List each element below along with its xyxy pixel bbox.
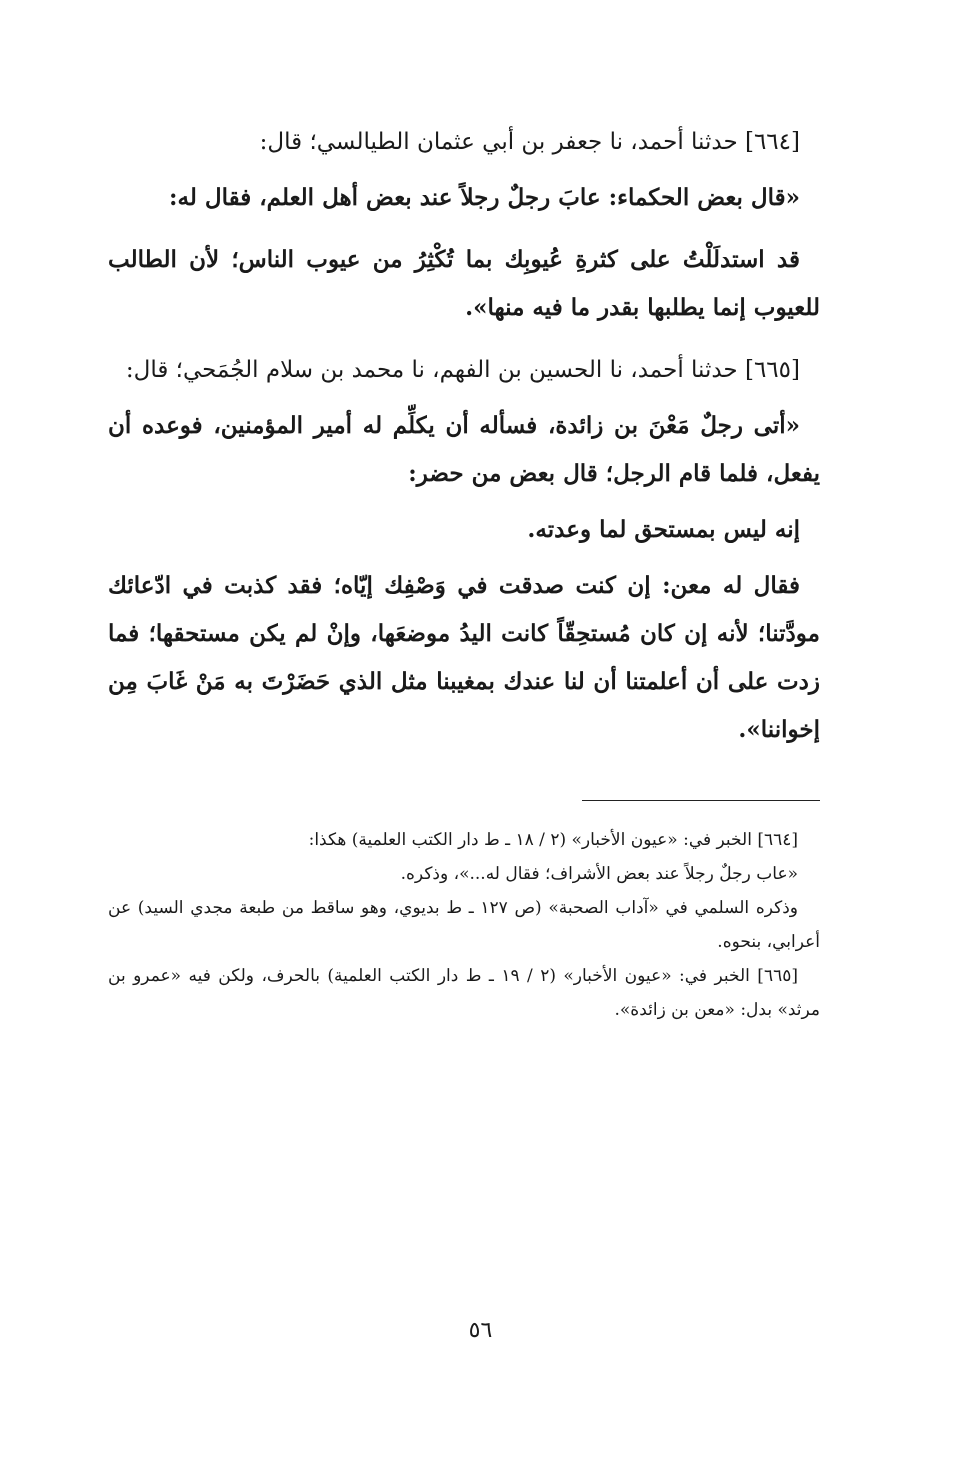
footnote-divider	[582, 800, 820, 801]
matn-665-reply: فقال له معن: إن كنت صدقت في وَصْفِك إيّاه؛ فقد كذبت في ادّعائك مودَّتنا؛ لأنه إن كان مُستحِقّاً كانت اليدُ موضعَها، وإنْ لم يكن مستحقها؛ فما زدت على أن أعلمتنا أن لنا عندك بمغيبنا مثل الذي حَضَرْتَ به مَنْ غَابَ مِن إخواننا».	[108, 572, 820, 743]
footnote-665: [٦٦٥] الخبر في: «عيون الأخبار» (٢ / ١٩ ـ ط دار الكتب العلمية) بالحرف، ولكن فيه «عمرو بن مرثد» بدل: «معن بن زائدة».	[108, 966, 820, 1020]
matn-664-intro: «قال بعض الحكماء: عابَ رجلٌ رجلاً عند بعض أهل العلم، فقال له:	[169, 184, 800, 211]
isnad-664: [٦٦٤] حدثنا أحمد، نا جعفر بن أبي عثمان الطيالسي؛ قال:	[259, 129, 800, 155]
page-number: ٥٦	[468, 1318, 493, 1343]
footnote-664-quote: «عاب رجلٌ رجلاً عند بعض الأشراف؛ فقال له...»، وذكره.	[400, 864, 798, 884]
matn-665-intro: «أتى رجلٌ مَعْنَ بن زائدة، فسأله أن يكلِّم له أمير المؤمنين، فوعده أن يفعل، فلما قام الرجل؛ قال بعض من حضر:	[108, 412, 820, 487]
footnote-664: [٦٦٤] الخبر في: «عيون الأخبار» (٢ / ١٨ ـ ط دار الكتب العلمية) هكذا:	[308, 830, 798, 850]
matn-665-objection: إنه ليس بمستحق لما وعدته.	[527, 516, 800, 543]
page-body	[108, 118, 820, 1027]
footnote-664-sulami: وذكره السلمي في «آداب الصحبة» (ص ١٢٧ ـ ط بديوي، وهو ساقط من طبعة مجدي السيد) عن أعرابي، بنحوه.	[108, 898, 820, 952]
matn-664-saying: قد استدلَلْتُ على كثرةِ عُيوبِك بما تُكْثِرُ من عيوب الناس؛ لأن الطالب للعيوب إنما يطلبها بقدر ما فيه منها».	[108, 246, 820, 321]
isnad-665: [٦٦٥] حدثنا أحمد، نا الحسين بن الفهم، نا محمد بن سلام الجُمَحي؛ قال:	[125, 357, 800, 383]
